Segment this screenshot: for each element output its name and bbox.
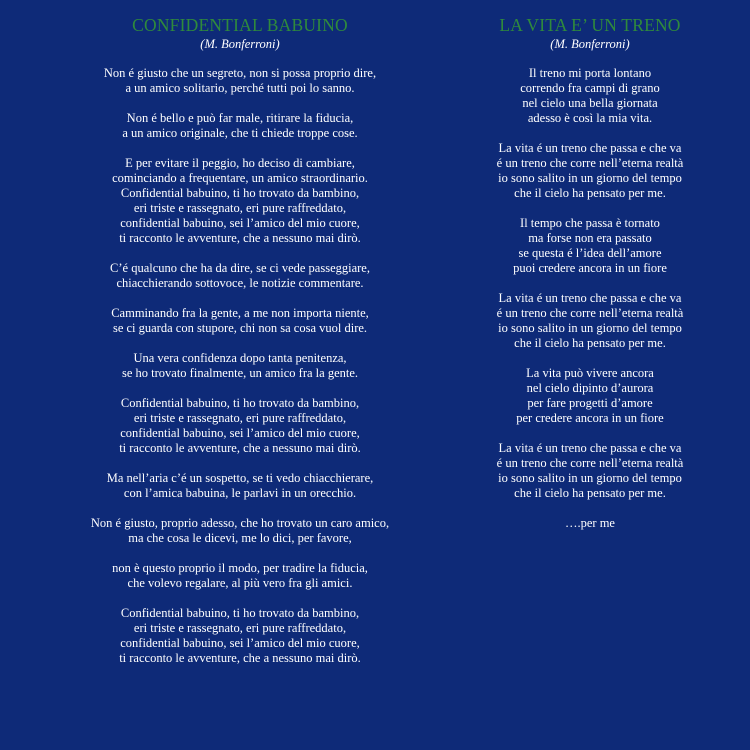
lyric-line: E per evitare il peggio, ho deciso di cambiare, (125, 156, 355, 170)
lyric-line: confidential babuino, sei l’amico del mio cuore, (120, 636, 360, 650)
stanza (40, 561, 440, 591)
stanza (455, 366, 725, 426)
lyric-line: a un amico originale, che ti chiede troppe cose. (122, 126, 358, 140)
lyric-line: Una vera confidenza dopo tanta penitenza, (133, 351, 347, 365)
lyric-line: ti racconto le avventure, che a nessuno mai dirò. (119, 441, 361, 455)
lyric-line: puoi credere ancora in un fiore (513, 261, 667, 275)
song-column-la-vita-e-un-treno (455, 14, 725, 546)
stanza (40, 306, 440, 336)
stanza (40, 156, 440, 246)
lyric-line: é un treno che corre nell’eterna realtà (496, 456, 684, 470)
stanza (455, 516, 725, 531)
stanza (40, 516, 440, 546)
song-author: (M. Bonferroni) (550, 37, 630, 51)
song-title: CONFIDENTIAL BABUINO (132, 15, 348, 35)
stanza (40, 111, 440, 141)
lyric-line: C’é qualcuno che ha da dire, se ci vede passeggiare, (110, 261, 370, 275)
lyric-line: se ho trovato finalmente, un amico fra la gente. (121, 366, 359, 380)
lyric-line: Non é giusto, proprio adesso, che ho trovato un caro amico, (90, 516, 390, 530)
lyric-line: ma forse non era passato (528, 231, 652, 245)
lyric-line: Ma nell’aria c’é un sospetto, se ti vedo chiacchierare, (106, 471, 374, 485)
stanza (455, 141, 725, 201)
lyric-line: che il cielo ha pensato per me. (514, 336, 666, 350)
stanza (455, 291, 725, 351)
lyric-line: Confidential babuino, ti ho trovato da bambino, (120, 186, 360, 200)
song-lyrics (455, 66, 725, 531)
song-title: LA VITA E’ UN TRENO (499, 15, 681, 35)
lyric-line: Camminando fra la gente, a me non importa niente, (111, 306, 369, 320)
lyric-line: correndo fra campi di grano (520, 81, 660, 95)
stanza (40, 66, 440, 96)
stanza (455, 441, 725, 501)
lyric-line: La vita può vivere ancora (526, 366, 654, 380)
lyric-line: La vita é un treno che passa e che va (498, 291, 682, 305)
song-lyrics (40, 66, 440, 666)
song-author: (M. Bonferroni) (200, 37, 280, 51)
lyric-line: Non é bello e può far male, ritirare la fiducia, (126, 111, 354, 125)
stanza (40, 261, 440, 291)
lyric-line: Il treno mi porta lontano (528, 66, 652, 80)
lyric-line: se ci guarda con stupore, chi non sa cosa vuol dire. (112, 321, 368, 335)
stanza (455, 216, 725, 276)
lyric-line: adesso è così la mia vita. (527, 111, 653, 125)
lyric-line: eri triste e rassegnato, eri pure raffreddato, (133, 201, 347, 215)
lyric-line: per fare progetti d’amore (527, 396, 653, 410)
lyric-line: nel cielo dipinto d’aurora (526, 381, 654, 395)
stanza (40, 471, 440, 501)
lyric-line: chiacchierando sottovoce, le notizie commentare. (116, 276, 364, 290)
lyric-line: io sono salito in un giorno del tempo (498, 321, 682, 335)
song-column-confidential-babuino (40, 14, 440, 681)
lyric-line: Il tempo che passa è tornato (520, 216, 660, 230)
lyric-line: ti racconto le avventure, che a nessuno mai dirò. (119, 231, 361, 245)
lyric-line: ma che cosa le dicevi, me lo dici, per favore, (128, 531, 352, 545)
lyric-line: che il cielo ha pensato per me. (514, 486, 666, 500)
lyric-line: é un treno che corre nell’eterna realtà (496, 306, 684, 320)
lyric-line: cominciando a frequentare, un amico straordinario. (112, 171, 368, 185)
lyric-line: che il cielo ha pensato per me. (514, 186, 666, 200)
lyric-line: é un treno che corre nell’eterna realtà (496, 156, 684, 170)
lyric-line: eri triste e rassegnato, eri pure raffreddato, (133, 411, 347, 425)
lyric-line: ….per me (565, 516, 615, 530)
lyric-line: Non é giusto che un segreto, non si possa proprio dire, (103, 66, 377, 80)
lyric-line: Confidential babuino, ti ho trovato da bambino, (120, 606, 360, 620)
stanza (40, 396, 440, 456)
lyric-line: a un amico solitario, perché tutti poi lo sanno. (125, 81, 355, 95)
lyric-line: io sono salito in un giorno del tempo (498, 171, 682, 185)
stanza (40, 606, 440, 666)
lyric-line: per credere ancora in un fiore (516, 411, 664, 425)
stanza (455, 66, 725, 126)
lyric-line: La vita é un treno che passa e che va (498, 141, 682, 155)
lyric-line: non è questo proprio il modo, per tradire la fiducia, (112, 561, 368, 575)
lyric-line: con l’amica babuina, le parlavi in un orecchio. (123, 486, 357, 500)
lyric-line: che volevo regalare, al più vero fra gli amici. (127, 576, 353, 590)
lyric-line: se questa é l’idea dell’amore (518, 246, 662, 260)
lyric-line: Confidential babuino, ti ho trovato da bambino, (120, 396, 360, 410)
lyric-line: confidential babuino, sei l’amico del mio cuore, (120, 216, 360, 230)
lyric-line: confidential babuino, sei l’amico del mio cuore, (120, 426, 360, 440)
lyric-line: eri triste e rassegnato, eri pure raffreddato, (133, 621, 347, 635)
lyric-line: nel cielo una bella giornata (522, 96, 658, 110)
lyric-line: La vita é un treno che passa e che va (498, 441, 682, 455)
lyric-line: ti racconto le avventure, che a nessuno mai dirò. (119, 651, 361, 665)
lyric-line: io sono salito in un giorno del tempo (498, 471, 682, 485)
stanza (40, 351, 440, 381)
